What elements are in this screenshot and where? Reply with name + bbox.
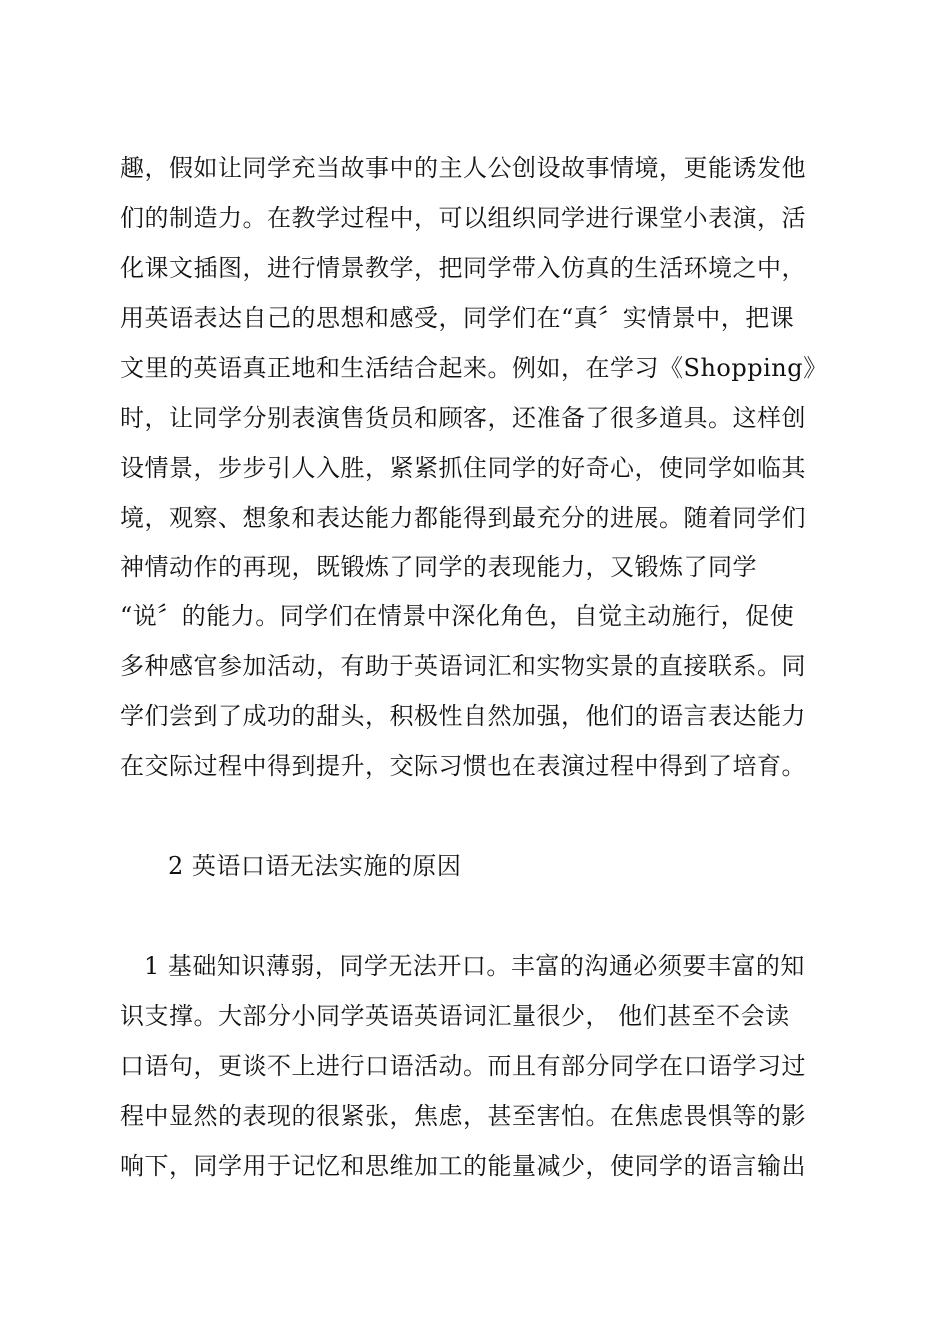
paragraph-line: 口语句，更谈不上进行口语活动。而且有部分同学在口语学习过 [120,1052,806,1080]
paragraph-line: 1 基础知识薄弱，同学无法开口。丰富的沟通必须要丰富的知 [144,952,805,980]
section-heading: 2 英语口语无法实施的原因 [168,852,462,880]
paragraph-line: 趣，假如让同学充当故事中的主人公创设故事情境，更能诱发他 [120,154,806,182]
paragraph-line: 化课文插图，进行情景教学，把同学带入仿真的生活环境之中， [120,254,806,282]
paragraph-line: 用英语表达自己的思想和感受，同学们在“真〞实情景中，把课 [120,304,795,332]
paragraph-line: “说〞的能力。同学们在情景中深化角色，自觉主动施行，促使 [120,602,795,630]
paragraph-line: 们的制造力。在教学过程中，可以组织同学进行课堂小表演，活 [120,204,806,232]
paragraph-line: 学们尝到了成功的甜头，积极性自然加强，他们的语言表达能力 [120,702,806,730]
paragraph-line: 时，让同学分别表演售货员和顾客，还准备了很多道具。这样创 [120,404,806,432]
paragraph-line: 文里的英语真正地和生活结合起来。例如，在学习《Shopping》 [120,354,828,382]
paragraph-line: 设情景，步步引人入胜，紧紧抓住同学的好奇心，使同学如临其 [120,454,806,482]
paragraph-line: 境，观察、想象和表达能力都能得到最充分的进展。随着同学们 [120,504,806,532]
paragraph-line: 响下，同学用于记忆和思维加工的能量减少，使同学的语言输出 [120,1152,806,1180]
paragraph-line: 多种感官参加活动，有助于英语词汇和实物实景的直接联系。同 [120,652,806,680]
paragraph-line: 程中显然的表现的很紧张，焦虑，甚至害怕。在焦虑畏惧等的影 [120,1102,806,1130]
paragraph-line: 识支撑。大部分小同学英语英语词汇量很少， 他们甚至不会读 [120,1002,790,1030]
paragraph-line: 在交际过程中得到提升，交际习惯也在表演过程中得到了培育。 [120,752,806,780]
paragraph-line: 神情动作的再现，既锻炼了同学的表现能力，又锻炼了同学 [120,553,757,581]
